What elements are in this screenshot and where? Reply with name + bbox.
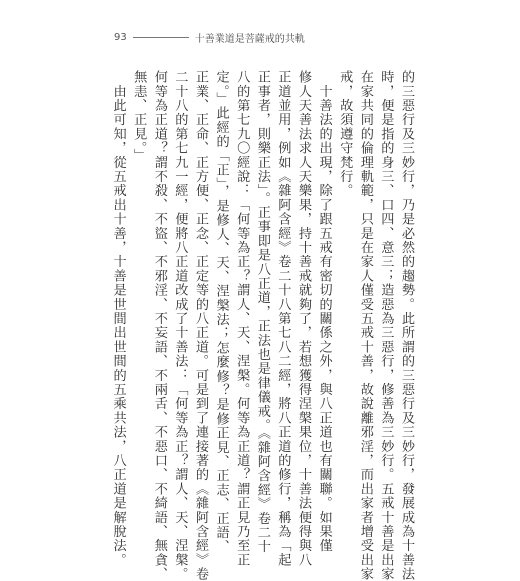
text-column: 正業、正命、正方便、正念、正定等的八正道。可是到了連接著的《雜阿含經》卷	[193, 70, 208, 581]
text-column: 無恚、正見。」	[131, 70, 147, 163]
vertical-text-body	[108, 70, 414, 581]
text-column: 定。」此經的「正」，是修人、天、涅槃法；怎麼修？是修正見、正志、正語、	[213, 70, 229, 554]
running-title: 十善業道是菩薩戒的共軌	[194, 33, 305, 45]
page-number: 93	[114, 31, 127, 43]
text-column: 十善法的出現，除了跟五戒有密切的關係之外，與八正道也有關聯。如果僅	[316, 70, 332, 553]
text-column: 時，便是指的身三、口四、意三；造惡為三惡行，修善為三妙行。五戒十善是出家	[378, 70, 394, 581]
running-header	[114, 28, 414, 46]
text-column: 何等為正道？謂不殺、不盜、不邪淫、不妄語、不兩舌、不惡口、不綺語、無貪、	[151, 70, 167, 581]
text-column: 由此可知，從五戒出十善，十善是世間出世間的五乘共法，八正道是解脫法。	[110, 70, 126, 567]
text-column: 戒，故須遵守梵行。	[337, 70, 353, 198]
text-column: 二十八的第七九一經，便將八正道改成了十善法：「何等為正？謂人、天、涅槃。	[172, 70, 188, 581]
text-column: 正道並用，例如《雜阿含經》卷二十八第七八二經，將八正道的修行，稱為「起	[275, 70, 291, 567]
text-column: 在家共同的倫理軌範，只是在家人僅受五戒十善，故說離邪淫，而出家者增受出家	[357, 70, 373, 581]
header-rule	[133, 37, 189, 38]
text-column: 八的第七九〇經說：「何等為正？謂人、天、涅槃。何等為正道？謂正見乃至正	[234, 70, 250, 567]
text-column: 的三惡行及三妙行，乃是必然的趨勢。此所謂的三惡行及三妙行，發展成為十善法	[399, 70, 414, 581]
text-column: 修人天善法求人天樂果，持十善戒就夠了，若想獲得涅槃果位，十善法便得與八	[296, 70, 311, 567]
text-column: 正事者，則樂正法」。正事即是八正道，正法也是律儀戒。《雜阿含經》卷二十	[254, 70, 270, 554]
